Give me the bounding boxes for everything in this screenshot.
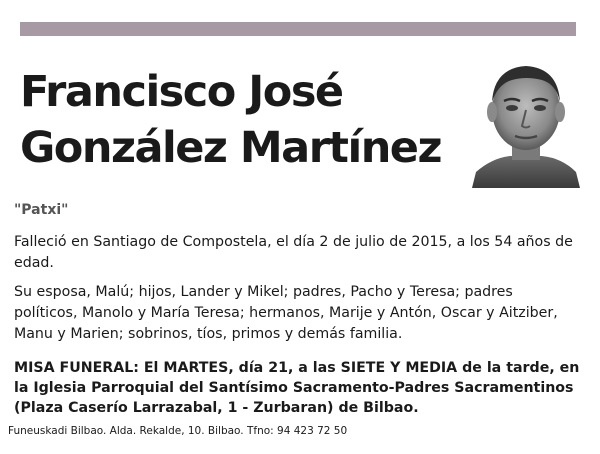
deceased-name: [20, 64, 460, 176]
portrait-image: [472, 60, 580, 188]
name-line-2: González Martínez: [20, 123, 442, 173]
portrait-photo: [472, 60, 580, 188]
nickname: "Patxi": [14, 202, 69, 218]
death-notice: Falleció en Santiago de Compostela, el día 2 de julio de 2015, a los 54 años de edad.: [14, 234, 573, 271]
funeral-details: MISA FUNERAL: El MARTES, día 21, a las SIETE Y MEDIA de la tarde, en la Iglesia Parroquial del Santísimo Sacramento-Padres Sacramentinos (Plaza Caserío Larrazabal, 1 - Zurbaran) de Bilbao.: [14, 360, 580, 416]
family-list: Su esposa, Malú; hijos, Lander y Mikel; padres, Pacho y Teresa; padres políticos, Manolo y María Teresa; hermanos, Marije y Antón, Oscar y Aitziber, Manu y Marien; sobrinos, tíos, primos y demás familia.: [14, 284, 558, 342]
funeral-home-footer: Funeuskadi Bilbao. Alda. Rekalde, 10. Bilbao. Tfno: 94 423 72 50: [8, 425, 348, 437]
header-bar: [20, 22, 576, 36]
name-line-1: Francisco José: [20, 67, 343, 117]
